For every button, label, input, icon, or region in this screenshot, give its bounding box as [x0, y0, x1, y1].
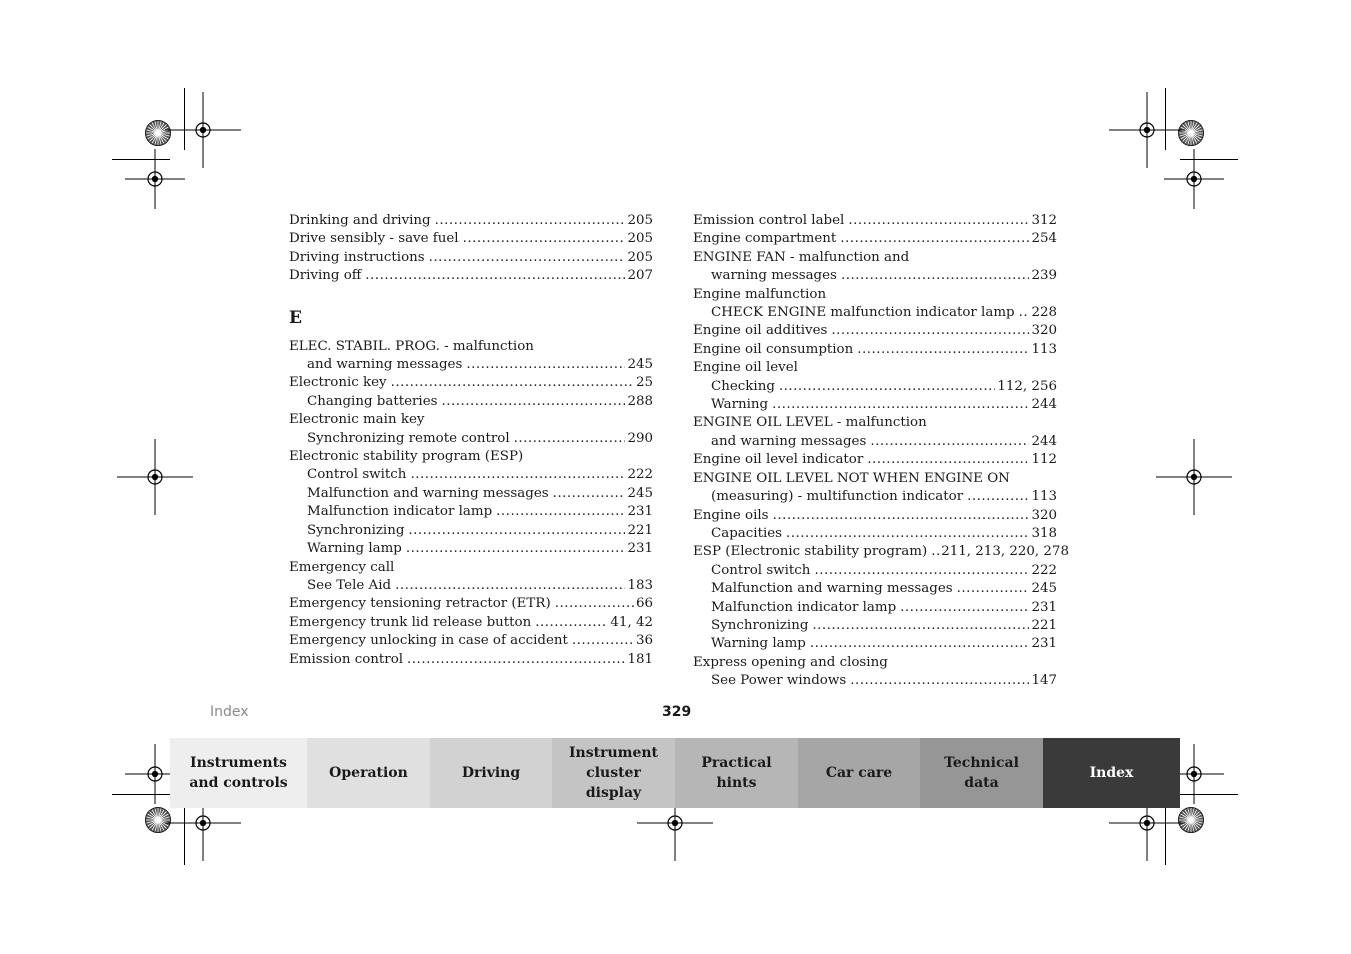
index-subentry — [693, 562, 1057, 580]
entry-text: Warning — [711, 397, 769, 413]
entry-text: Malfunction and warning messages — [307, 485, 549, 501]
index-subentry — [693, 580, 1057, 598]
index-subentry — [693, 378, 1057, 396]
tab-car-care[interactable]: Car care — [798, 738, 920, 808]
index-subentry — [289, 577, 653, 595]
dot-leader — [850, 672, 1029, 690]
dot-leader — [848, 212, 1029, 230]
crop-mark — [112, 159, 170, 160]
entry-text: Malfunction and warning messages — [711, 581, 953, 597]
dot-leader — [406, 540, 626, 558]
index-entry — [289, 374, 653, 392]
dot-leader — [408, 522, 625, 540]
index-entry — [289, 595, 653, 613]
dot-leader — [429, 249, 626, 267]
index-entry — [693, 230, 1057, 248]
entry-page-number[interactable]: 112, 256 — [997, 378, 1057, 394]
dot-leader — [535, 614, 608, 632]
tab-instruments-and-controls[interactable]: Instruments and controls — [170, 738, 307, 808]
entry-group-d — [289, 212, 653, 286]
entry-page-number[interactable]: 318 — [1031, 525, 1057, 541]
dot-leader — [857, 341, 1029, 359]
entry-text: Engine oil additives — [693, 323, 828, 339]
index-entry — [693, 654, 1057, 672]
chapter-tab-bar — [170, 738, 1180, 808]
entry-page-number[interactable]: 231 — [1031, 599, 1057, 615]
index-subentry — [289, 393, 653, 411]
entry-page-number[interactable]: 205 — [627, 213, 653, 228]
entry-page-number[interactable]: 254 — [1031, 231, 1057, 247]
dot-leader — [870, 433, 1029, 451]
entry-text: See Tele Aid — [307, 577, 392, 593]
index-subentry — [289, 356, 653, 374]
index-subentry — [693, 672, 1057, 690]
entry-page-number[interactable]: 244 — [1031, 433, 1057, 449]
entry-text: Synchronizing — [307, 522, 405, 538]
entry-text: Warning lamp — [711, 636, 806, 652]
index-subentry — [693, 304, 1057, 322]
dot-leader — [514, 430, 626, 448]
index-subentry — [693, 635, 1057, 653]
tab-operation[interactable]: Operation — [307, 738, 430, 808]
entry-text: Capacities — [711, 525, 783, 541]
dot-leader — [810, 635, 1030, 653]
entry-text: Express opening and closing — [693, 654, 888, 670]
crop-mark — [1165, 88, 1166, 150]
index-entry — [693, 341, 1057, 359]
entry-page-number[interactable]: 320 — [1031, 507, 1057, 523]
index-subentry — [693, 617, 1057, 635]
dot-leader — [496, 503, 625, 521]
dot-leader — [773, 507, 1030, 525]
entry-page-number[interactable]: 147 — [1031, 673, 1057, 689]
index-entry — [289, 632, 653, 650]
index-entry — [693, 322, 1057, 340]
tab-index[interactable]: Index — [1043, 738, 1180, 808]
entry-page-number[interactable]: 222 — [627, 467, 653, 483]
entry-text: Emergency unlocking in case of accident — [289, 633, 568, 649]
index-entry — [693, 212, 1057, 230]
index-subentry — [289, 503, 653, 521]
entry-text: Emergency trunk lid release button — [289, 614, 532, 630]
index-subentry — [289, 466, 653, 484]
entry-page-number[interactable]: 244 — [1031, 397, 1057, 413]
index-subentry — [289, 430, 653, 448]
index-column-right — [693, 212, 1069, 691]
crosshair-mark-icon — [125, 149, 185, 209]
entry-text: Engine malfunction — [693, 286, 827, 302]
entry-text: Drinking and driving — [289, 213, 431, 228]
entry-text: CHECK ENGINE malfunction indicator lamp — [711, 305, 1015, 321]
entry-text: (measuring) - multifunction indicator — [711, 489, 964, 505]
dot-leader — [365, 267, 625, 285]
dot-leader — [410, 466, 625, 484]
index-entry — [289, 559, 653, 577]
entry-page-number[interactable]: 231 — [627, 541, 653, 557]
entry-page-number[interactable]: 207 — [627, 268, 653, 284]
entry-text: Engine oil consumption — [693, 341, 854, 357]
entry-page-number[interactable]: 239 — [1031, 268, 1057, 284]
entry-page-number[interactable]: 221 — [627, 522, 653, 538]
index-entry — [289, 448, 653, 466]
index-subentry — [693, 488, 1057, 506]
entry-text: Warning lamp — [307, 541, 402, 557]
crop-mark — [1180, 159, 1238, 160]
dot-leader — [814, 562, 1029, 580]
entry-page-number[interactable]: 290 — [627, 430, 653, 446]
entry-page-number[interactable]: 66 — [635, 596, 653, 612]
entry-text: ESP (Electronic stability program) — [693, 544, 928, 560]
dot-leader — [779, 378, 995, 396]
dot-leader — [553, 485, 626, 503]
tab-technical-data[interactable]: Technical data — [920, 738, 1043, 808]
entry-text: Emission control label — [693, 213, 845, 228]
crop-mark — [184, 88, 185, 150]
dot-leader — [466, 356, 625, 374]
index-entry — [289, 651, 653, 669]
dot-leader — [391, 374, 634, 392]
crop-mark — [1165, 805, 1166, 865]
index-subentry — [693, 267, 1057, 285]
dot-leader — [840, 230, 1029, 248]
entry-text: Emission control — [289, 651, 404, 667]
entry-text: warning messages — [711, 268, 837, 284]
dot-leader — [555, 595, 634, 613]
entry-text: Engine oils — [693, 507, 769, 523]
entry-page-number[interactable]: 113 — [1031, 341, 1057, 357]
entry-page-number[interactable]: 320 — [1031, 323, 1057, 339]
entry-text: Electronic key — [289, 375, 387, 391]
entry-text: Malfunction indicator lamp — [711, 599, 897, 615]
entry-text: Engine compartment — [693, 231, 837, 247]
dot-leader — [395, 577, 625, 595]
entry-group-e — [289, 338, 653, 669]
crosshair-mark-icon — [1164, 149, 1224, 209]
entry-page-number[interactable]: 112 — [1031, 452, 1057, 468]
entry-page-number[interactable]: 221 — [1031, 617, 1057, 633]
dot-leader — [772, 396, 1029, 414]
entry-page-number[interactable]: 181 — [627, 651, 653, 667]
index-entry — [693, 286, 1057, 304]
entry-page-number[interactable]: 36 — [635, 633, 653, 649]
entry-page-number[interactable]: 41, 42 — [610, 614, 653, 630]
dot-leader — [435, 212, 626, 230]
dot-leader — [786, 525, 1029, 543]
index-entry — [693, 543, 1069, 561]
crosshair-mark-icon — [117, 439, 193, 515]
tab-instrument-cluster-display[interactable]: Instrument cluster display — [552, 738, 675, 808]
entry-text: Engine oil level indicator — [693, 452, 864, 468]
dot-leader — [572, 632, 634, 650]
entry-page-number[interactable]: 231 — [627, 504, 653, 520]
index-entry-heading: ELEC. STABIL. PROG. - malfunction — [289, 338, 534, 354]
index-column-left — [289, 212, 653, 669]
index-entry — [289, 267, 653, 285]
entry-text: Emergency tensioning retractor (ETR) — [289, 596, 551, 612]
index-entry-heading: ENGINE FAN - malfunction and — [693, 249, 910, 265]
index-subentry — [693, 433, 1057, 451]
index-entry — [289, 230, 653, 248]
entry-page-number[interactable]: 113 — [1031, 489, 1057, 505]
entry-text: Synchronizing remote control — [307, 430, 510, 446]
entry-page-number[interactable]: 245 — [627, 357, 653, 373]
entry-page-number[interactable]: 222 — [1031, 562, 1057, 578]
entry-text: Driving off — [289, 268, 362, 284]
entry-text: Changing batteries — [307, 393, 438, 409]
index-entry-heading: ENGINE OIL LEVEL - malfunction — [693, 415, 927, 431]
entry-text: Control switch — [307, 467, 407, 483]
index-subentry — [289, 522, 653, 540]
entry-text: Electronic main key — [289, 412, 425, 428]
index-entry — [289, 614, 653, 632]
dot-leader — [957, 580, 1030, 598]
entry-text: and warning messages — [307, 357, 463, 373]
crop-mark — [1180, 794, 1238, 795]
entry-page-number[interactable]: 288 — [627, 393, 653, 409]
entry-page-number[interactable]: 231 — [1031, 636, 1057, 652]
footer-section-label: Index — [210, 704, 249, 720]
dot-leader — [867, 451, 1029, 469]
dot-leader — [831, 322, 1029, 340]
index-subentry — [289, 540, 653, 558]
entry-page-number[interactable]: 25 — [635, 375, 653, 391]
dot-leader — [463, 230, 626, 248]
index-entry — [289, 411, 653, 429]
index-subentry — [289, 485, 653, 503]
entry-text: Malfunction indicator lamp — [307, 504, 493, 520]
crop-mark — [112, 794, 170, 795]
entry-text: Control switch — [711, 562, 811, 578]
tab-practical-hints[interactable]: Practical hints — [675, 738, 798, 808]
crop-mark — [184, 805, 185, 865]
entry-page-number[interactable]: 312 — [1031, 213, 1057, 228]
index-entry — [289, 249, 653, 267]
index-entry — [693, 359, 1057, 377]
entry-page-number[interactable]: 183 — [627, 577, 653, 593]
entry-page-number[interactable]: 205 — [627, 249, 653, 265]
entry-page-number[interactable]: 211, 213, 220, 278 — [941, 544, 1069, 560]
dot-leader — [1019, 304, 1030, 322]
index-entry — [693, 451, 1057, 469]
dot-leader — [841, 267, 1030, 285]
entry-text: Synchronizing — [711, 617, 809, 633]
tab-driving[interactable]: Driving — [430, 738, 552, 808]
dot-leader — [442, 393, 626, 411]
entry-text: Driving instructions — [289, 249, 425, 265]
entry-page-number[interactable]: 205 — [627, 231, 653, 247]
crosshair-mark-icon — [1156, 439, 1232, 515]
entry-text: Checking — [711, 378, 775, 394]
index-subentry — [693, 599, 1057, 617]
dot-leader — [407, 651, 625, 669]
dot-leader — [812, 617, 1029, 635]
page-number: 329 — [662, 704, 692, 720]
entry-page-number[interactable]: 245 — [1031, 581, 1057, 597]
entry-text: Drive sensibly - save fuel — [289, 231, 459, 247]
index-entry — [289, 212, 653, 230]
index-entry-heading: ENGINE OIL LEVEL NOT WHEN ENGINE ON — [693, 470, 1010, 486]
index-subentry — [693, 525, 1057, 543]
entry-text: and warning messages — [711, 433, 867, 449]
dot-leader — [967, 488, 1029, 506]
entry-page-number[interactable]: 245 — [627, 485, 653, 501]
index-entry — [693, 507, 1057, 525]
dot-leader — [900, 599, 1029, 617]
section-letter-e: E — [289, 307, 302, 328]
entry-text: See Power windows — [711, 673, 847, 689]
index-subentry — [693, 396, 1057, 414]
entry-text: Electronic stability program (ESP) — [289, 449, 524, 465]
entry-page-number[interactable]: 228 — [1031, 305, 1057, 321]
dot-leader — [931, 543, 939, 561]
entry-text: Emergency call — [289, 559, 395, 575]
entry-text: Engine oil level — [693, 360, 798, 376]
